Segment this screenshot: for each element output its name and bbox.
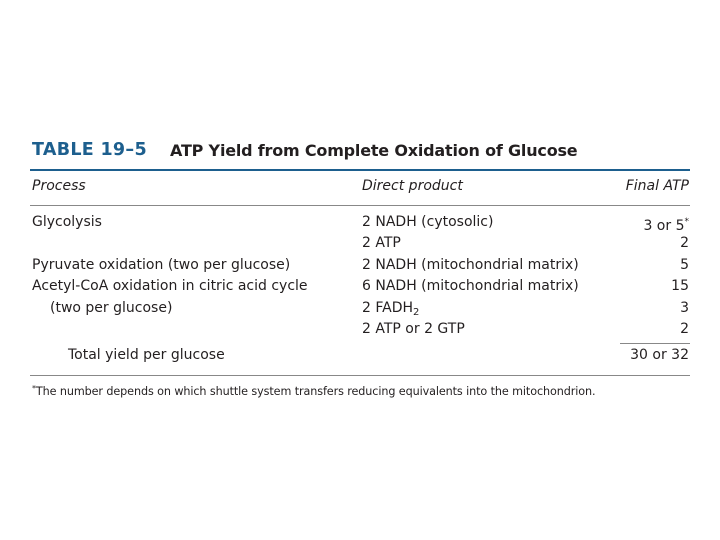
row-product: 2 ATP xyxy=(362,235,401,251)
row-process: Acetyl-CoA oxidation in citric acid cycle xyxy=(32,278,308,294)
table-title: ATP Yield from Complete Oxidation of Glucose xyxy=(170,141,578,160)
row-product: 2 NADH (mitochondrial matrix) xyxy=(362,257,579,273)
row-atp: 5 xyxy=(680,257,689,273)
total-label: Total yield per glucose xyxy=(68,347,225,363)
top-rule xyxy=(30,169,690,171)
subscript: 2 xyxy=(413,307,420,318)
row-process: Glycolysis xyxy=(32,214,102,230)
row-atp-value: 3 or 5 xyxy=(643,218,685,234)
row-atp: 2 xyxy=(680,321,689,337)
footnote-text: The number depends on which shuttle system transfers reducing equivalents into the mitochondrion. xyxy=(35,385,596,398)
row-atp: 3 xyxy=(680,300,689,316)
total-rule xyxy=(620,343,690,344)
row-product: 6 NADH (mitochondrial matrix) xyxy=(362,278,579,294)
row-atp: 15 xyxy=(671,278,689,294)
row-product: 2 ATP or 2 GTP xyxy=(362,321,465,337)
row-process: Pyruvate oxidation (two per glucose) xyxy=(32,257,291,273)
row-atp: 2 xyxy=(680,235,689,251)
header-final-atp: Final ATP xyxy=(625,178,689,194)
header-direct-product: Direct product xyxy=(362,178,463,194)
row-product-text: 2 FADH xyxy=(362,300,414,316)
footnote xyxy=(32,384,595,398)
table-number: TABLE 19–5 xyxy=(32,140,147,160)
bottom-rule xyxy=(30,375,690,376)
row-product: 2 NADH (cytosolic) xyxy=(362,214,494,230)
footnote-mark: * xyxy=(684,217,689,227)
row-process: (two per glucose) xyxy=(50,300,173,316)
footnote-mark: * xyxy=(32,384,36,393)
header-rule xyxy=(30,205,690,206)
total-value: 30 or 32 xyxy=(630,347,689,363)
header-process: Process xyxy=(32,178,86,194)
